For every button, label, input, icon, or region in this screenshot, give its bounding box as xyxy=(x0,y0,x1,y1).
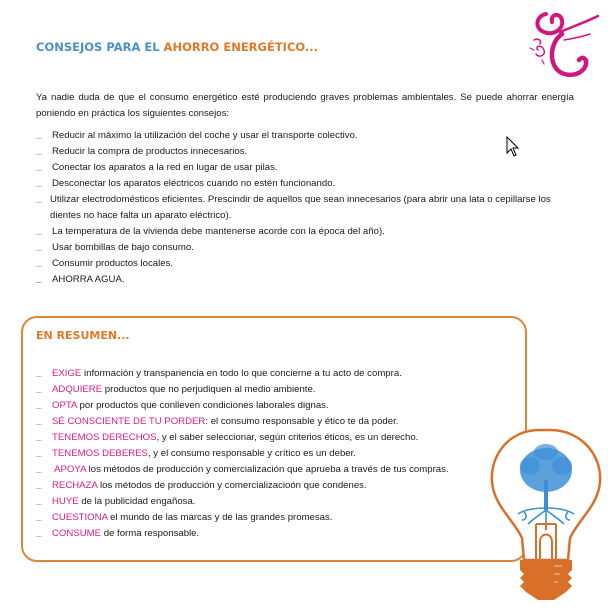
list-item: _ EXIGE información y transpariencia en todo lo que concierne a tu acto de compra. xyxy=(36,366,506,382)
bullet-dash: _ xyxy=(36,400,42,411)
bullet-dash: _ xyxy=(36,528,42,539)
bullet-dash: _ xyxy=(36,146,42,157)
list-item: _ OPTA por productos que conlleven condiciones laborales dignas. xyxy=(36,398,506,414)
bullet-dash: _ xyxy=(36,384,42,395)
tips-list xyxy=(36,128,581,288)
bullet-dash: _ xyxy=(36,226,42,237)
keyword: ADQUIERE xyxy=(52,384,103,395)
list-item: _ APOYA los métodos de producción y comercialización que aprueba a través de tus compras. xyxy=(36,462,506,478)
list-item: _ Reducir al máximo la utilización del coche y usar el transporte colectivo. xyxy=(36,128,581,144)
keyword: HUYE xyxy=(52,496,79,507)
title-part-orange: AHORRO ENERGÉTICO... xyxy=(163,40,319,54)
bullet-dash: _ xyxy=(36,194,42,205)
list-item: _ AHORRA AGUA. xyxy=(36,272,581,288)
keyword: TENEMOS DEBERES xyxy=(52,448,148,459)
bullet-dash: _ xyxy=(36,512,42,523)
list-item: _ CONSUME de forma responsable. xyxy=(36,526,506,542)
list-item: _ CUESTIONA el mundo de las marcas y de las grandes promesas. xyxy=(36,510,506,526)
keyword: CONSUME xyxy=(52,528,102,539)
list-item: _ TENEMOS DERECHOS, y el saber seleccionar, según criterios éticos, es un derecho. xyxy=(36,430,506,446)
list-item: _ RECHAZA los métodos de producción y comercializacioón que condenes. xyxy=(36,478,506,494)
bullet-dash: _ xyxy=(36,242,42,253)
intro-paragraph: Ya nadie duda de que el consumo energético esté produciendo graves problemas ambientales. Se puede ahorrar energía poniendo en práctica los siguientes consejos: xyxy=(36,92,574,119)
mouse-pointer-icon xyxy=(506,136,520,158)
summary-title: EN RESUMEN... xyxy=(36,329,130,342)
list-item: _ La temperatura de la vivienda debe mantenerse acorde con la época del año). xyxy=(36,224,581,240)
list-item: _ ADQUIERE productos que no perjudiquen al medio ambiente. xyxy=(36,382,506,398)
bullet-dash: _ xyxy=(36,416,42,427)
summary-list xyxy=(36,366,506,542)
bullet-dash: _ xyxy=(36,464,42,475)
lightbulb-tree-icon xyxy=(484,420,606,608)
list-item: _ TENEMOS DEBERES, y el consumo responsable y crítico es un deber. xyxy=(36,446,506,462)
keyword: OPTA xyxy=(52,400,77,411)
keyword: SÉ CONSCIENTE DE TU PORDER xyxy=(52,416,206,427)
list-item: _ Consumir productos locales. xyxy=(36,256,581,272)
bullet-dash: _ xyxy=(36,162,42,173)
bullet-dash: _ xyxy=(36,130,42,141)
list-item: _ Desconectar los aparatos eléctricos cuando no estén funcionando. xyxy=(36,176,581,192)
bullet-dash: _ xyxy=(36,496,42,507)
list-item: _ Reducir la compra de productos innecesarios. xyxy=(36,144,581,160)
pink-flourish-icon xyxy=(524,6,600,82)
bullet-dash: _ xyxy=(36,274,42,285)
bullet-dash: _ xyxy=(36,178,42,189)
keyword: RECHAZA xyxy=(52,480,98,491)
page-title xyxy=(36,40,318,54)
list-item: _ Utilizar electrodomésticos eficientes. Prescindir de aquellos que sean innecesarios (para abrir una lata o cepillarse los dientes no hace falta un aparato eléctrico). xyxy=(36,194,551,221)
keyword: CUESTIONA xyxy=(52,512,108,523)
keyword: TENEMOS DERECHOS xyxy=(52,432,157,443)
bullet-dash: _ xyxy=(36,258,42,269)
list-item: _ HUYE de la publicidad engañosa. xyxy=(36,494,506,510)
keyword: APOYA xyxy=(52,464,86,475)
list-item: _ SÉ CONSCIENTE DE TU PORDER: el consumo responsable y ético te da poder. xyxy=(36,414,506,430)
list-item: _ Usar bombillas de bajo consumo. xyxy=(36,240,581,256)
bullet-dash: _ xyxy=(36,368,42,379)
title-part-blue: CONSEJOS PARA EL xyxy=(36,40,164,54)
bullet-dash: _ xyxy=(36,432,42,443)
bullet-dash: _ xyxy=(36,448,42,459)
list-item: _ Conectar los aparatos a la red en lugar de usar pilas. xyxy=(36,160,581,176)
keyword: EXIGE xyxy=(52,368,82,379)
bullet-dash: _ xyxy=(36,480,42,491)
